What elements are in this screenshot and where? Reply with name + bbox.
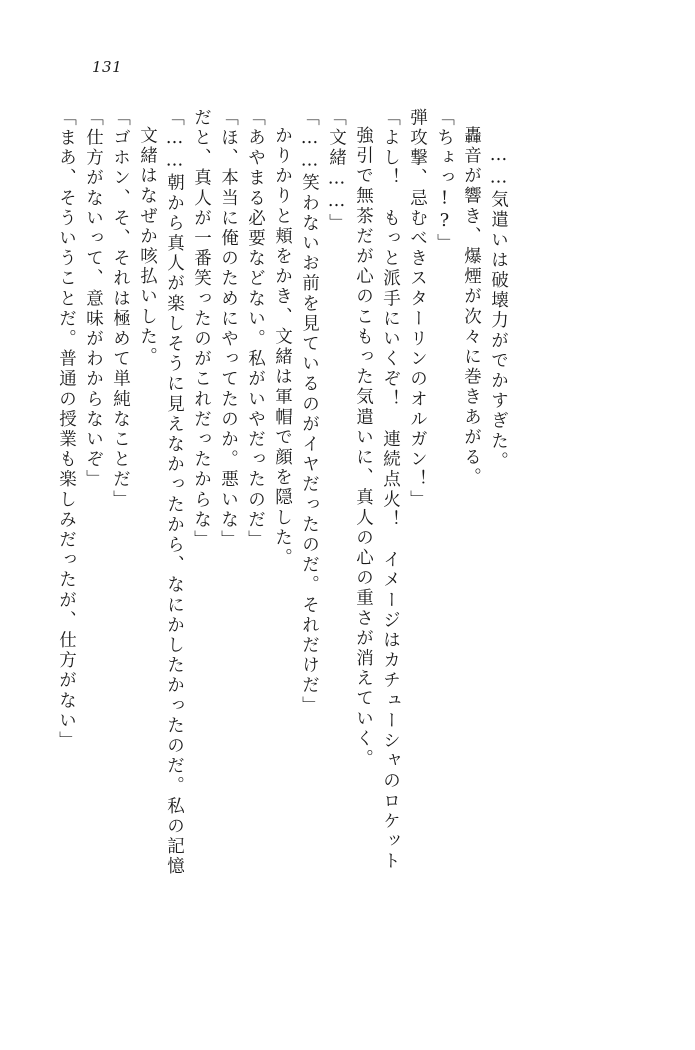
text-line: 「ゴホン、そ、それは極めて単純なことだ」: [110, 108, 131, 510]
vertical-text-block: [57, 108, 617, 988]
text-line: 「あやまる必要などない。私がいやだったのだ」: [245, 108, 266, 551]
text-line: 強引で無茶だが心のこもった気遣いに、真人の心の重さが消えていく。: [353, 126, 374, 770]
text-line: かりかりと頬をかき、文緒は軍帽で顔を隠した。: [272, 126, 293, 569]
text-line: 「文緒……」: [326, 108, 347, 234]
text-line: 「……朝から真人が楽しそうに見えなかったから、なにかしたかったのだ。私の記憶: [164, 108, 185, 877]
text-line: 文緒はなぜか咳払いした。: [137, 126, 158, 368]
text-line: 「まあ、そういうことだ。普通の授業も楽しみだったが、仕方がない」: [56, 108, 77, 752]
text-line: 「よし！ もっと派手にいくぞ！ 連続点火！ イメージはカチューシャのロケット: [380, 108, 401, 872]
text-line: 「仕方がないって、意味がわからないぞ」: [83, 108, 104, 490]
text-line: だと、真人が一番笑ったのがこれだったからな」: [191, 108, 212, 551]
text-line: ……気遣いは破壊力がでかすぎた。: [488, 145, 509, 472]
text-line: 轟音が響き、爆煙が次々に巻きあがる。: [461, 126, 482, 488]
text-line: 「……笑わないお前を見ているのがイヤだったのだ。それだけだ」: [299, 108, 320, 716]
page-number: 131: [92, 58, 123, 76]
text-line: 弾攻撃、忌むべきスターリンのオルガン！」: [407, 108, 428, 510]
text-line: 「ほ、本当に俺のためにやってたのか。悪いな」: [218, 108, 239, 551]
text-line: 「ちょっ!?」: [434, 108, 455, 254]
